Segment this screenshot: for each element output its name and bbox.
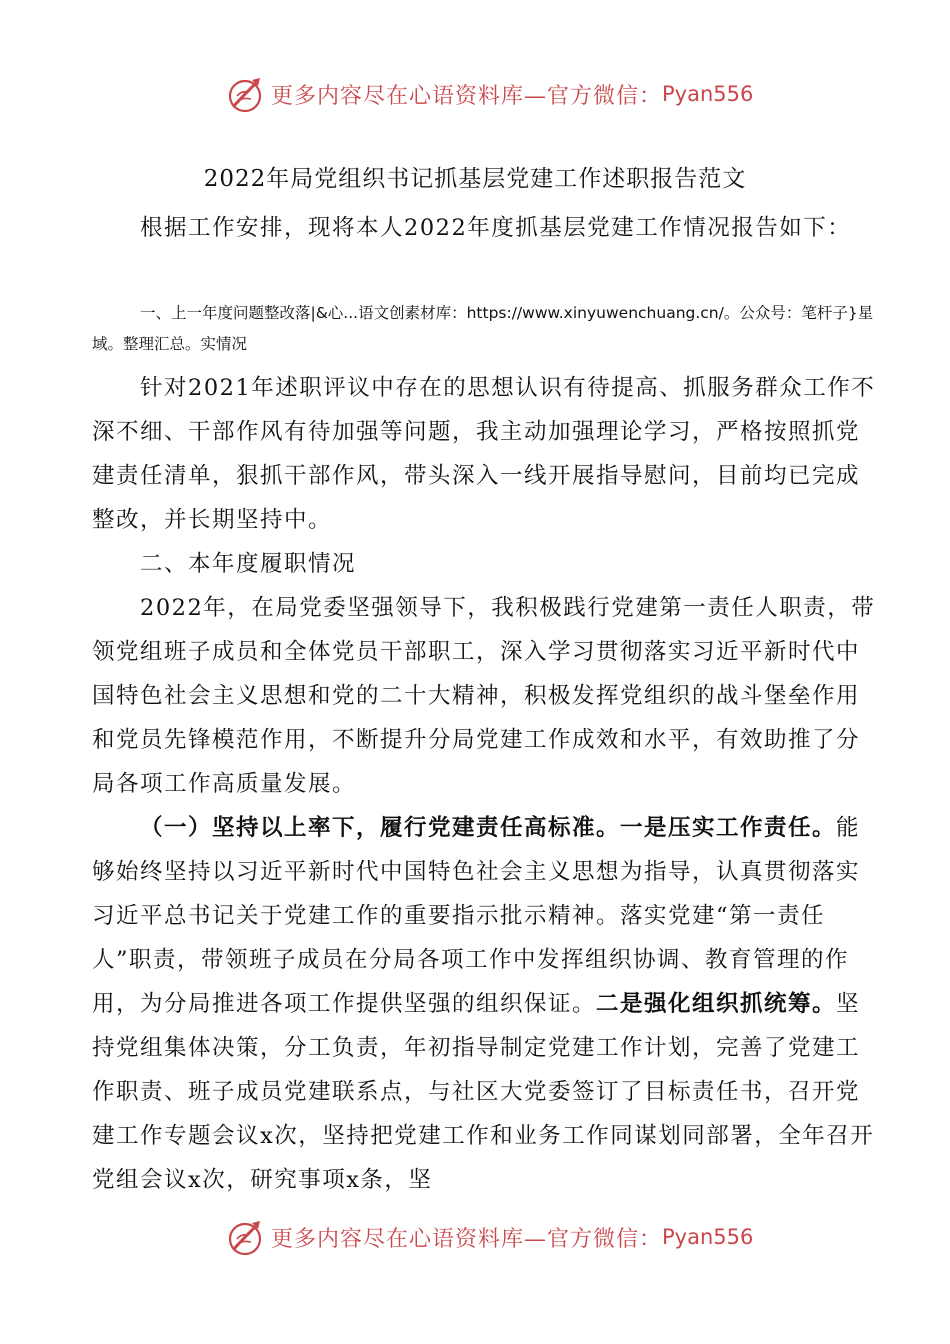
point2-title: 二是强化组织抓统筹。 <box>596 991 837 1017</box>
intro-paragraph: 根据工作安排，现将本人2022年度抓基层党建工作情况报告如下： <box>140 215 852 241</box>
section1-heading: 一、上一年度问题整改落|&心...语文创素材库：https://www.xinyuwenchuang.cn/。公众号：笔杆子}星域。整理汇总。实情况 <box>92 304 874 353</box>
banner-wechat-id: Pyan556 <box>662 82 754 106</box>
section2-heading: 二、本年度履职情况 <box>140 551 357 577</box>
point1-body: 能够始终坚持以习近平新时代中国特色社会主义思想为指导，认真贯彻落实习近平总书记关于党建工作的重要指示批示精神。落实党建“第一责任人”职责，带领班子成员在分局各项工作中发挥组织协调、教育管理的作用，为分局推进各项工作提供坚强的组织保证。 <box>92 815 861 1017</box>
subsection1-heading: （一）坚持以上率下，履行党建责任高标准。 <box>140 815 621 841</box>
document-title: 2022年局党组织书记抓基层党建工作述职报告范文 <box>203 166 747 192</box>
subsection1-paragraph <box>92 806 882 1202</box>
section2-body: 2022年，在局党委坚强领导下，我积极践行党建第一责任人职责，带领党组班子成员和全体党员干部职工，深入学习贯彻落实习近平新时代中国特色社会主义思想和党的二十大精神，积极发挥党组织的战斗堡垒作用和党员先锋模范作用，不断提升分局党建工作成效和水平，有效助推了分局各项工作高质量发展。 <box>92 595 876 797</box>
header-banner <box>225 74 753 114</box>
pen-logo-icon <box>225 74 265 114</box>
banner-wechat-id: Pyan556 <box>662 1225 754 1249</box>
section1-body: 针对2021年述职评议中存在的思想认识有待提高、抓服务群众工作不深不细、干部作风有待加强等问题，我主动加强理论学习，严格按照抓党建责任清单，狠抓干部作风，带头深入一线开展指导慰问，目前均已完成整改，并长期坚持中。 <box>92 375 876 533</box>
footer-banner <box>225 1217 753 1257</box>
point2-body: 坚持党组集体决策，分工负责，年初指导制定党建工作计划，完善了党建工作职责、班子成员党建联系点，与社区大党委签订了目标责任书，召开党建工作专题会议x次，坚持把党建工作和业务工作同谋划同部署，全年召开党组会议x次，研究事项x条，坚 <box>92 991 875 1193</box>
banner-text: 更多内容尽在心语资料库—官方微信： <box>271 1226 663 1252</box>
point1-title: 一是压实工作责任。 <box>620 815 837 841</box>
banner-text: 更多内容尽在心语资料库—官方微信： <box>271 83 663 109</box>
pen-logo-icon <box>225 1217 265 1257</box>
